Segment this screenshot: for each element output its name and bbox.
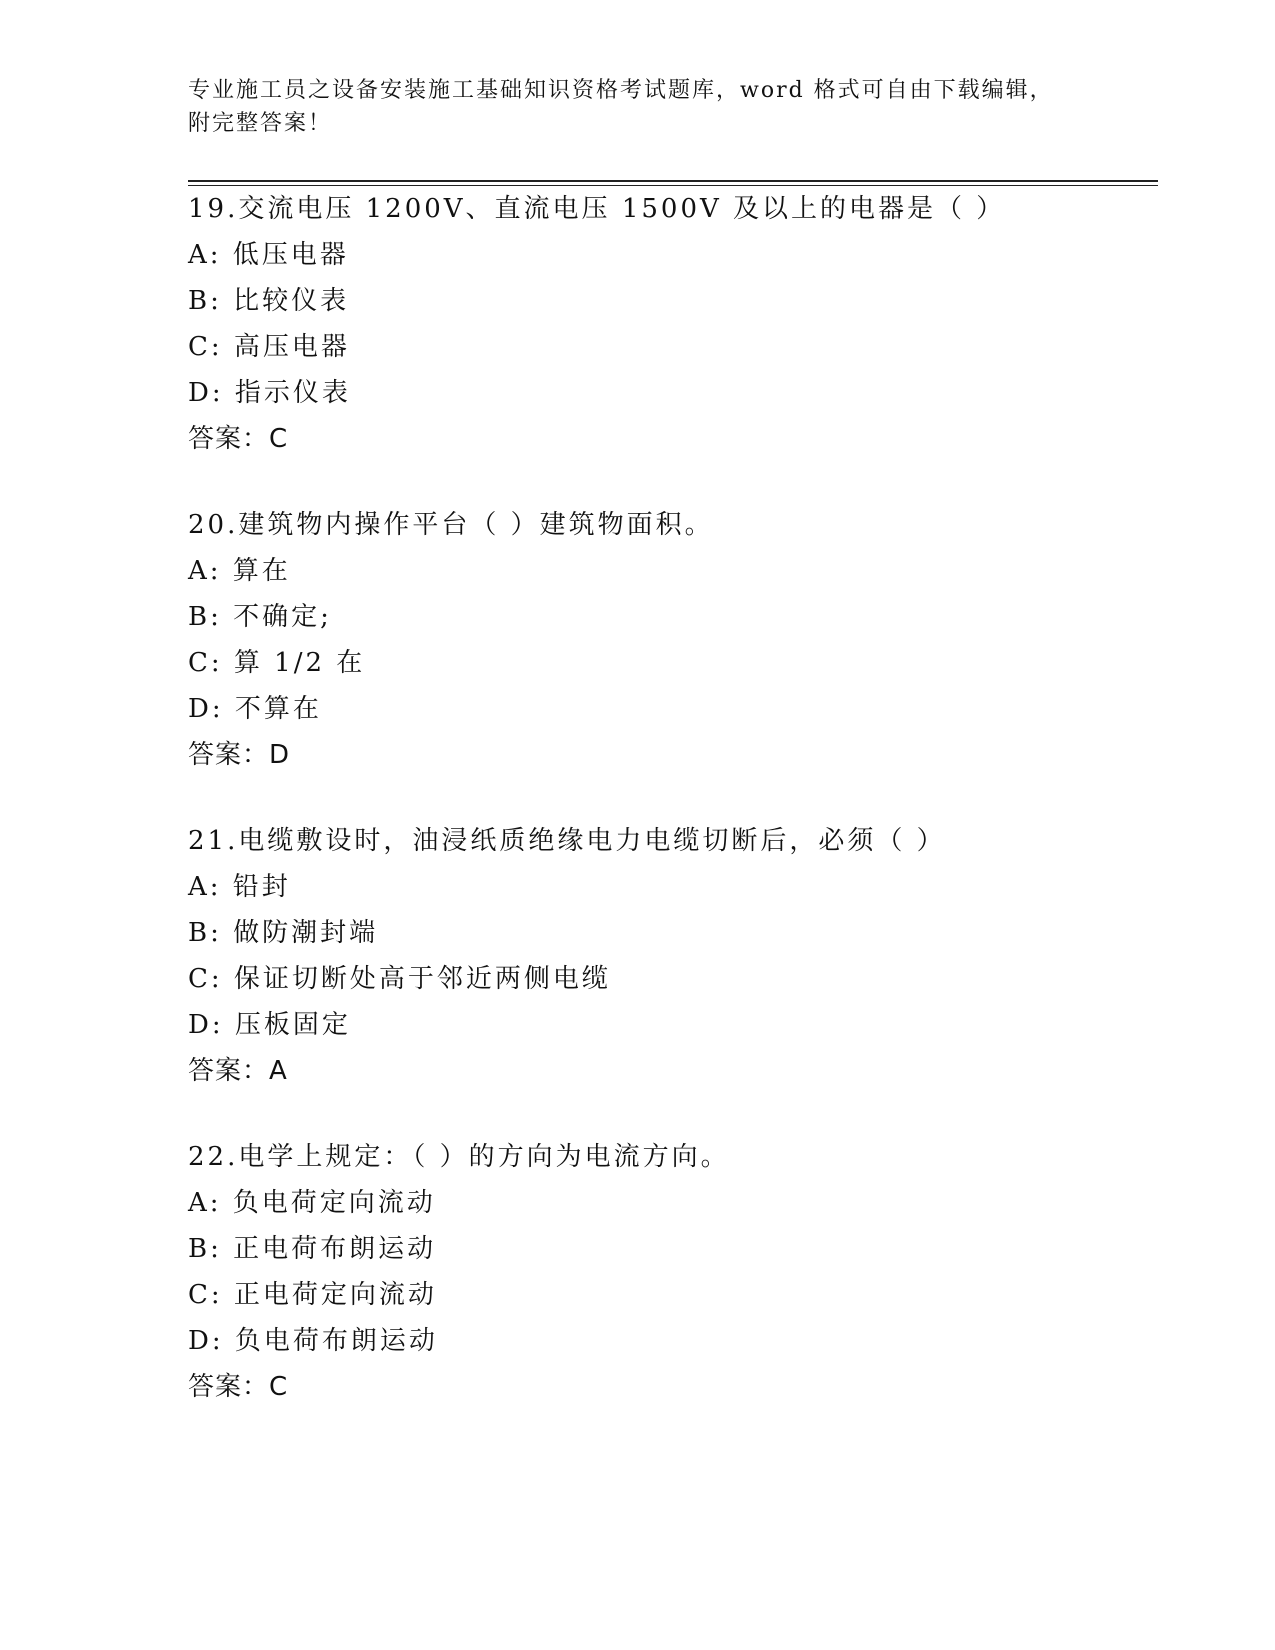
option-b: B: 不确定; <box>188 602 332 632</box>
question-22 <box>188 1134 1188 1410</box>
header-line-2: 附完整答案！ <box>188 111 333 136</box>
answer-text: 答案：C <box>188 424 289 454</box>
option-a: A: 铅封 <box>188 872 291 902</box>
option-d: D: 压板固定 <box>188 1010 351 1040</box>
option-b: B: 正电荷布朗运动 <box>188 1234 437 1264</box>
answer-text: 答案：A <box>188 1056 288 1086</box>
option-c: C: 正电荷定向流动 <box>188 1280 437 1310</box>
question-19 <box>188 186 1188 462</box>
question-stem: 21.电缆敷设时，油浸纸质绝缘电力电缆切断后，必须（ ） <box>188 826 946 856</box>
question-20 <box>188 502 1188 778</box>
header-divider-thick <box>188 180 1158 182</box>
option-d: D: 指示仪表 <box>188 378 351 408</box>
question-stem: 19.交流电压 1200V、直流电压 1500V 及以上的电器是（ ） <box>188 194 1006 224</box>
option-c: C: 保证切断处高于邻近两侧电缆 <box>188 964 611 994</box>
option-d: D: 负电荷布朗运动 <box>188 1326 438 1356</box>
option-b: B: 比较仪表 <box>188 286 350 316</box>
question-stem: 20.建筑物内操作平台（ ）建筑物面积。 <box>188 510 714 540</box>
option-b: B: 做防潮封端 <box>188 918 379 948</box>
answer-text: 答案：D <box>188 740 291 770</box>
document-header <box>188 74 1088 140</box>
header-line-1: 专业施工员之设备安装施工基础知识资格考试题库，word 格式可自由下载编辑， <box>188 78 1054 103</box>
question-stem: 22.电学上规定：（ ）的方向为电流方向。 <box>188 1142 730 1172</box>
option-a: A: 低压电器 <box>188 240 349 270</box>
option-d: D: 不算在 <box>188 694 322 724</box>
answer-text: 答案：C <box>188 1372 289 1402</box>
question-21 <box>188 818 1188 1094</box>
option-c: C: 算 1/2 在 <box>188 648 366 678</box>
option-a: A: 负电荷定向流动 <box>188 1188 436 1218</box>
option-c: C: 高压电器 <box>188 332 350 362</box>
option-a: A: 算在 <box>188 556 291 586</box>
